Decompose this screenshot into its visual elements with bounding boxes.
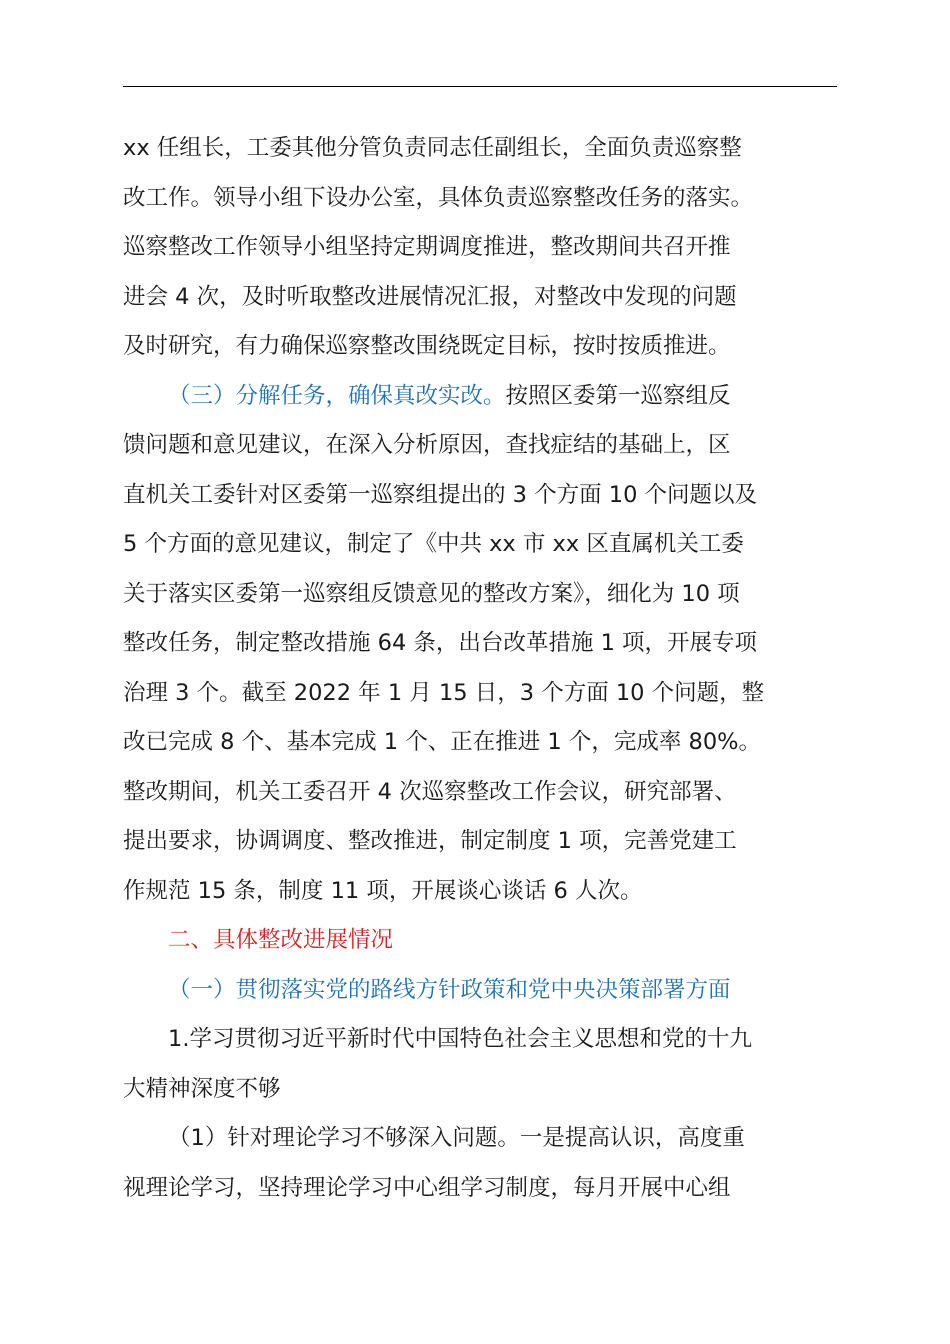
section-3-first-line-rest: 按照区委第一巡察组反 <box>505 382 731 409</box>
text-line: 改工作。领导小组下设办公室，具体负责巡察整改任务的落实。 <box>123 184 754 211</box>
item-1-block <box>123 1015 837 1114</box>
paragraph-section-3 <box>123 372 837 917</box>
text-line: 视理论学习，坚持理论学习中心组学习制度，每月开展中心组 <box>123 1174 731 1201</box>
text-line: 治理 3 个。截至 2022 年 1 月 15 日，3 个方面 10 个问题，整 <box>123 679 765 706</box>
text-line: 整改期间，机关工委召开 4 次巡察整改工作会议，研究部署、 <box>123 778 737 805</box>
item-1-heading-line: 1.学习贯彻习近平新时代中国特色社会主义思想和党的十九 <box>168 1026 752 1052</box>
text-line: 整改任务，制定整改措施 64 条，出台改革措施 1 项，开展专项 <box>123 630 758 656</box>
subsection-1-heading: （一）贯彻落实党的路线方针政策和党中央决策部署方面 <box>168 976 731 1003</box>
document-body <box>123 124 837 1213</box>
part-2-heading-block <box>123 916 837 966</box>
text-line: 提出要求，协调调度、整改推进，制定制度 1 项，完善党建工 <box>123 828 737 854</box>
text-line: 进会 4 次，及时听取整改进展情况汇报，对整改中发现的问题 <box>123 283 737 310</box>
item-1-1-block <box>123 1114 837 1213</box>
item-1-heading-line: 大精神深度不够 <box>123 1075 281 1102</box>
text-line: 及时研究，有力确保巡察整改围绕既定目标，按时按质推进。 <box>123 333 731 359</box>
part-2-heading: 二、具体整改进展情况 <box>168 927 394 953</box>
section-3-heading: （三）分解任务，确保真改实改。 <box>168 382 506 409</box>
paragraph-leadership-group <box>123 124 837 372</box>
text-line: 巡察整改工作领导小组坚持定期调度推进，整改期间共召开推 <box>123 234 731 260</box>
text-line: 作规范 15 条，制度 11 项，开展谈心谈话 6 人次。 <box>123 877 643 904</box>
text-line: 改已完成 8 个、基本完成 1 个、正在推进 1 个，完成率 80%。 <box>123 729 762 755</box>
text-line: （1）针对理论学习不够深入问题。一是提高认识，高度重 <box>168 1125 745 1151</box>
header-rule <box>123 86 837 87</box>
text-line: xx 任组长，工委其他分管负责同志任副组长，全面负责巡察整 <box>123 135 742 161</box>
section-3-first-line <box>123 372 837 422</box>
text-line: 直机关工委针对区委第一巡察组提出的 3 个方面 10 个问题以及 <box>123 481 758 508</box>
subsection-1-heading-block <box>123 966 837 1016</box>
text-line: 馈问题和意见建议，在深入分析原因，查找症结的基础上，区 <box>123 432 731 458</box>
text-line: 关于落实区委第一巡察组反馈意见的整改方案》，细化为 10 项 <box>123 580 740 607</box>
text-line: 5 个方面的意见建议，制定了《中共 xx 市 xx 区直属机关工委 <box>123 531 744 557</box>
